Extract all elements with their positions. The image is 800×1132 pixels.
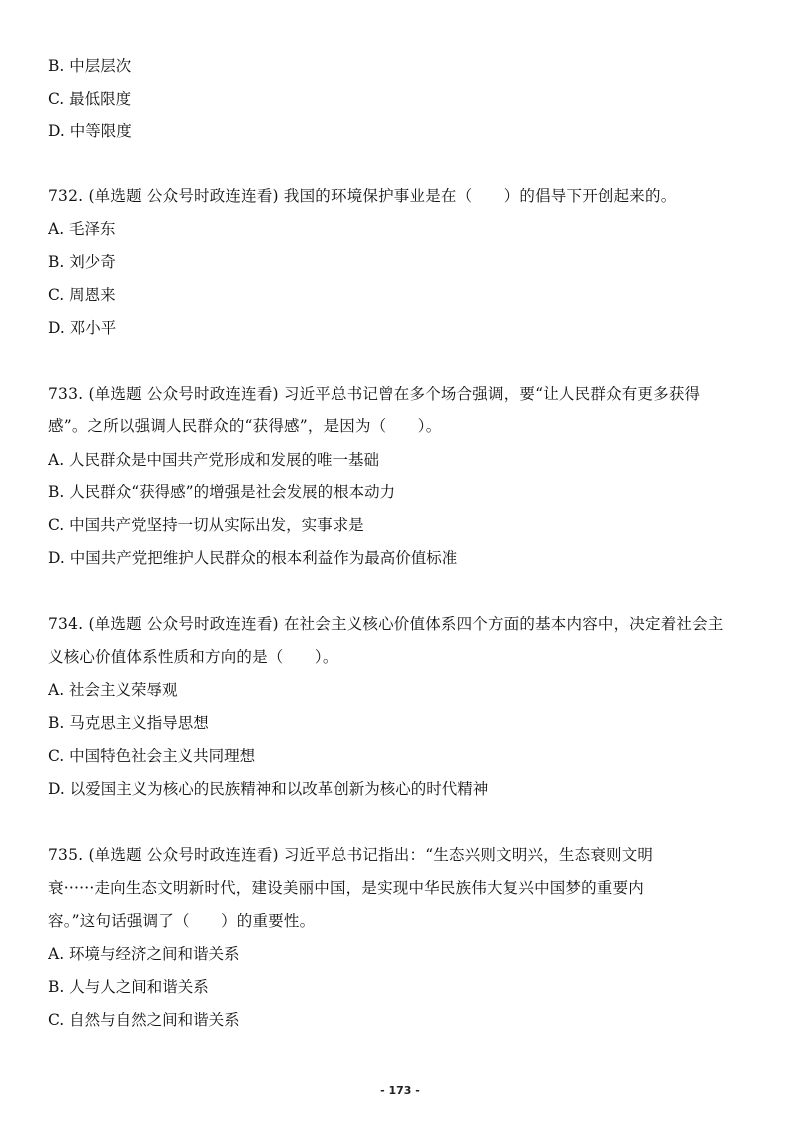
option-line: B. 马克思主义指导思想 <box>48 714 209 732</box>
option-line: C. 周恩来 <box>48 286 116 304</box>
question-stem: 735. (单选题 公众号时政连连看) 习近平总书记指出：“生态兴则文明兴，生态衰则文明 <box>48 846 654 864</box>
question-stem: 感”。之所以强调人民群众的“获得感”，是因为（ ）。 <box>48 417 442 435</box>
option-line: D. 邓小平 <box>48 319 117 337</box>
question-stem: 734. (单选题 公众号时政连连看) 在社会主义核心价值体系四个方面的基本内容中，决定着社会主 <box>48 615 724 633</box>
option-line: B. 人民群众“获得感”的增强是社会发展的根本动力 <box>48 483 396 501</box>
option-line: A. 环境与经济之间和谐关系 <box>48 945 240 963</box>
option-line: C. 自然与自然之间和谐关系 <box>48 1011 240 1029</box>
option-line: B. 人与人之间和谐关系 <box>48 978 209 996</box>
question-stem: 容。”这句话强调了（ ）的重要性。 <box>48 912 316 930</box>
option-line: D. 以爱国主义为核心的民族精神和以改革创新为核心的时代精神 <box>48 780 489 798</box>
option-line: A. 人民群众是中国共产党形成和发展的唯一基础 <box>48 451 380 469</box>
page-number: - 173 - <box>380 1084 420 1097</box>
option-line: D. 中等限度 <box>48 122 132 140</box>
question-stem: 义核心价值体系性质和方向的是（ ）。 <box>48 648 339 666</box>
option-line: D. 中国共产党把维护人民群众的根本利益作为最高价值标准 <box>48 549 458 567</box>
question-stem: 733. (单选题 公众号时政连连看) 习近平总书记曾在多个场合强调，要“让人民群众有更多获得 <box>48 385 701 403</box>
option-line: B. 刘少奇 <box>48 253 116 271</box>
option-line: A. 社会主义荣辱观 <box>48 681 178 699</box>
option-line: A. 毛泽东 <box>48 220 116 238</box>
question-stem: 732. (单选题 公众号时政连连看) 我国的环境保护事业是在（ ）的倡导下开创起来的。 <box>48 187 677 205</box>
option-line: B. 中层层次 <box>48 57 132 75</box>
option-line: C. 中国共产党坚持一切从实际出发，实事求是 <box>48 516 364 534</box>
option-line: C. 最低限度 <box>48 90 132 108</box>
option-line: C. 中国特色社会主义共同理想 <box>48 747 256 765</box>
question-stem: 衰······走向生态文明新时代，建设美丽中国，是实现中华民族伟大复兴中国梦的重要内 <box>48 879 644 897</box>
